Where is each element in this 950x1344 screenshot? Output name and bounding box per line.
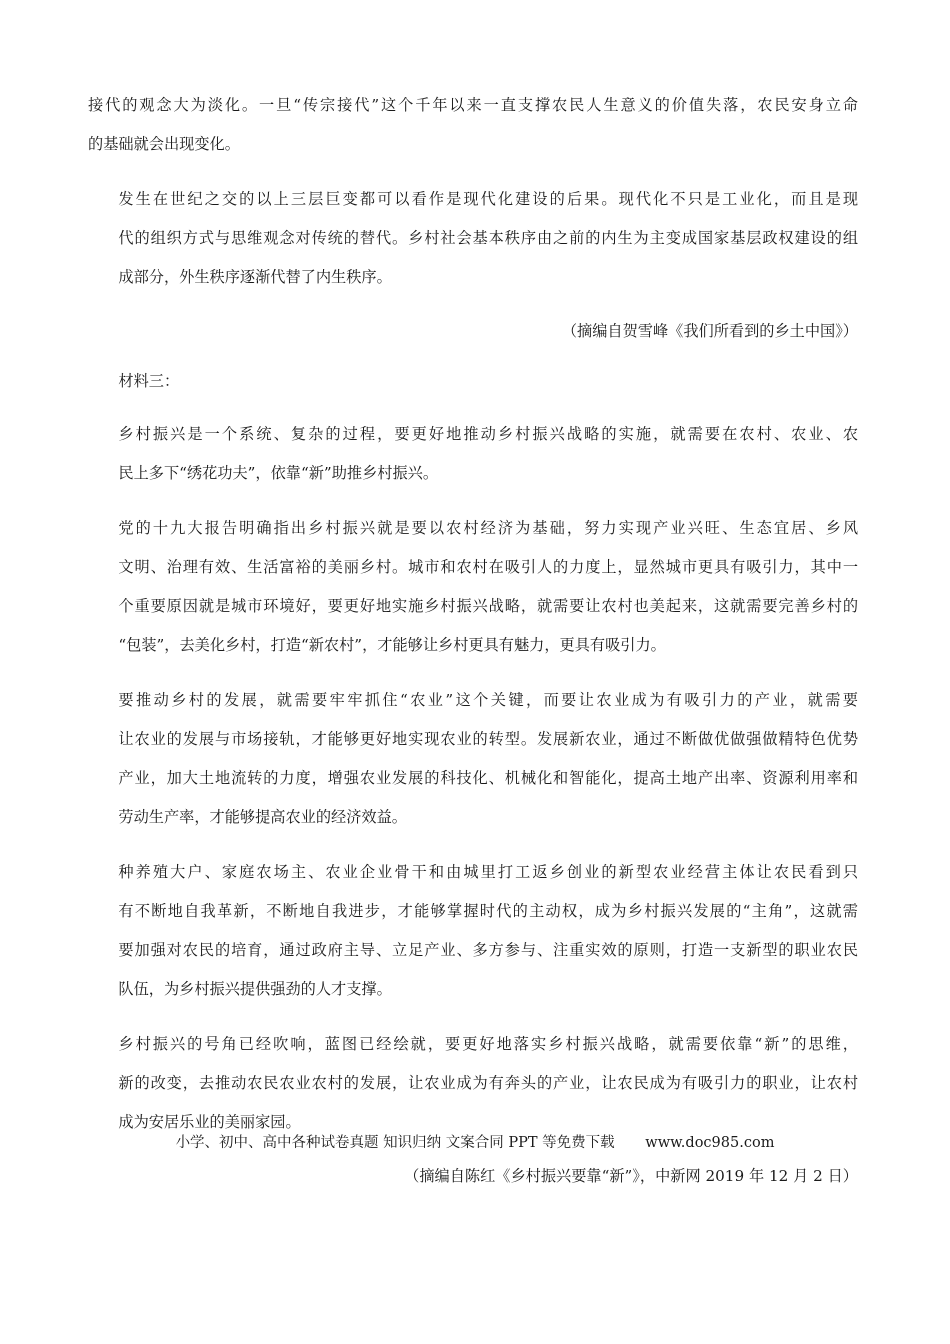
text-line: 民上多下“绣花功夫”，依靠“新”助推乡村振兴。 <box>118 464 439 482</box>
text-line: 要加强对农民的培育，通过政府主导、立足产业、多方参与、注重实效的原则，打造一支新型的职业农民 <box>118 941 858 959</box>
paragraph-continued <box>88 86 858 164</box>
text-line: 种养殖大户、家庭农场主、农业企业骨干和由城里打工返乡创业的新型农业经营主体让农民看到只 <box>118 863 858 881</box>
text-line: 的基础就会出现变化。 <box>88 135 240 153</box>
text-line: 党的十九大报告明确指出乡村振兴就是要以农村经济为基础，努力实现产业兴旺、生态宜居、乡风 <box>118 519 858 537</box>
paragraph <box>88 681 858 837</box>
footer-url[interactable]: www.doc985.com <box>645 1135 775 1151</box>
paragraph <box>88 1025 858 1142</box>
paragraph <box>88 415 858 493</box>
document-body <box>88 86 858 1208</box>
text-line: 个重要原因就是城市环境好，要更好地实施乡村振兴战略，就需要让农村也美起来，这就需要完善乡村的 <box>118 597 858 615</box>
text-line: 成部分，外生秩序逐渐代替了内生秩序。 <box>118 268 392 286</box>
text-line: 成为安居乐业的美丽家园。 <box>118 1113 301 1131</box>
text-line: 产业，加大土地流转的力度，增强农业发展的科技化、机械化和智能化，提高土地产出率、资源利用率和 <box>118 769 858 787</box>
text-line: “包装”，去美化乡村，打造“新农村”，才能够让乡村更具有魅力，更具有吸引力。 <box>118 636 666 654</box>
text-line: 劳动生产率，才能够提高农业的经济效益。 <box>118 808 407 826</box>
text-line: 接代的观念大为淡化。一旦“传宗接代”这个千年以来一直支撑农民人生意义的价值失落，农民安身立命 <box>88 96 858 114</box>
material-label: 材料三： <box>118 372 180 390</box>
text-line: 乡村振兴是一个系统、复杂的过程，要更好地推动乡村振兴战略的实施，就需要在农村、农业、农 <box>118 425 858 443</box>
paragraph <box>88 509 858 665</box>
text-line: 队伍，为乡村振兴提供强劲的人才支撑。 <box>118 980 392 998</box>
text-line: 乡村振兴的号角已经吹响，蓝图已经绘就，要更好地落实乡村振兴战略，就需要依靠“新”的思维， <box>118 1035 858 1053</box>
source-citation: （摘编自陈红《乡村振兴要靠“新”》，中新网 2019 年 12 月 2 日） <box>404 1167 858 1185</box>
text-line: 新的改变，去推动农民农业农村的发展，让农业成为有奔头的产业，让农民成为有吸引力的职业，让农村 <box>118 1074 858 1092</box>
text-line: 文明、治理有效、生活富裕的美丽乡村。城市和农村在吸引人的力度上，显然城市更具有吸引力，其中一 <box>118 558 858 576</box>
text-line: 有不断地自我革新，不断地自我进步，才能够掌握时代的主动权，成为乡村振兴发展的“主角”，这就需 <box>118 902 858 920</box>
paragraph <box>88 853 858 1009</box>
text-line: 要推动乡村的发展，就需要牢牢抓住“农业”这个关键，而要让农业成为有吸引力的产业，就需要 <box>118 691 858 709</box>
source-citation: （摘编自贺雪峰《我们所看到的乡土中国》） <box>561 322 858 340</box>
paragraph <box>88 180 858 297</box>
footer-text: 小学、初中、高中各种试卷真题 知识归纳 文案合同 PPT 等免费下载 <box>175 1135 615 1151</box>
text-line: 让农业的发展与市场接轨，才能够更好地实现农业的转型。发展新农业，通过不断做优做强做精特色优势 <box>118 730 858 748</box>
text-line: 代的组织方式与思维观念对传统的替代。乡村社会基本秩序由之前的内生为主变成国家基层政权建设的组 <box>118 229 858 247</box>
text-line: 发生在世纪之交的以上三层巨变都可以看作是现代化建设的后果。现代化不只是工业化，而且是现 <box>118 190 858 208</box>
page-footer <box>0 1130 950 1156</box>
